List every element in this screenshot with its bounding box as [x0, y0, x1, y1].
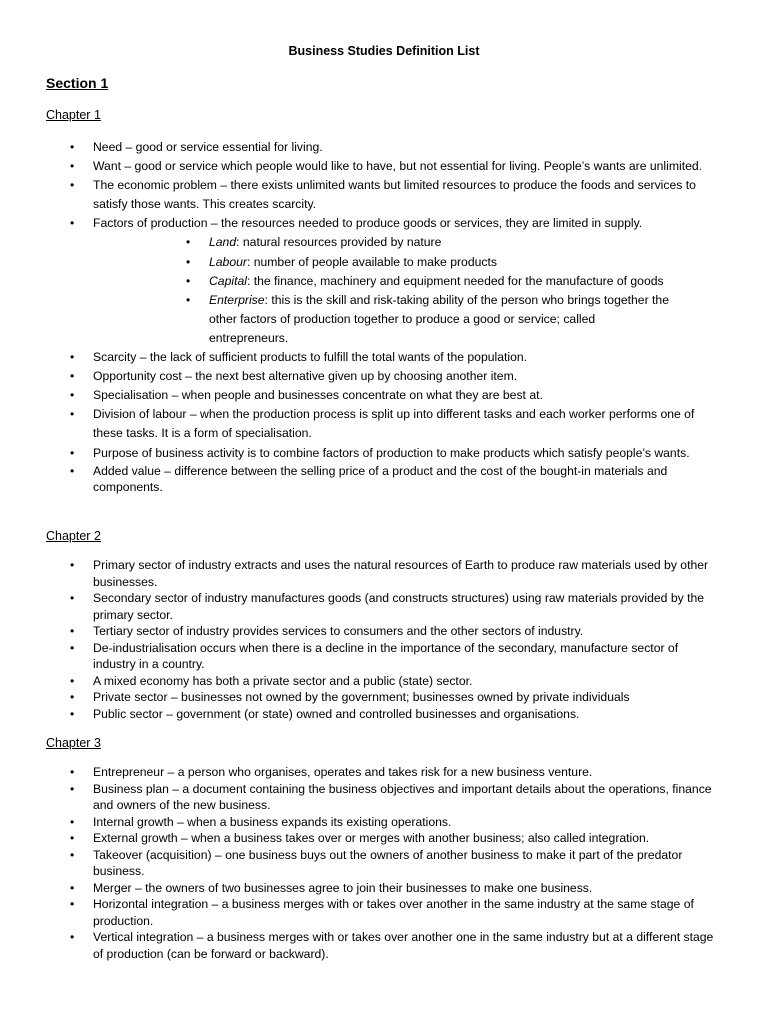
list-item: • Internal growth – when a business expands its existing operations.	[0, 814, 768, 831]
section-heading: Section 1	[46, 75, 109, 91]
list-item: • Secondary sector of industry manufactures goods (and constructs structures) using raw materials provided by the primary sector.	[0, 590, 768, 623]
list-item: • De-industrialisation occurs when there is a decline in the importance of the secondary, manufacture sector of industry in a country.	[0, 640, 768, 673]
list-item: • Vertical integration – a business merges with or takes over another one in the same industry but at a different stage of production (can be forward or backward).	[0, 929, 768, 962]
list-item-text: Factors of production – the resources needed to produce goods or services, they are limited in supply.	[93, 216, 643, 231]
list-item: • Private sector – businesses not owned by the government; businesses owned by private individuals	[0, 689, 768, 706]
list-item: • Entrepreneur – a person who organises, operates and takes risk for a new business venture.	[0, 764, 768, 781]
chapter-1-heading: Chapter 1	[46, 108, 101, 122]
sub-list-item: • Labour: number of people available to make products	[93, 253, 722, 272]
list-item: • Merger – the owners of two businesses agree to join their businesses to make one business.	[0, 880, 768, 897]
list-item: • Division of labour – when the production process is split up into different tasks and each worker performs one of these tasks. It is a form of specialisation.	[0, 405, 768, 443]
list-item: • A mixed economy has both a private sector and a public (state) sector.	[0, 673, 768, 690]
chapter-3-list	[0, 764, 768, 962]
term: Enterprise	[209, 292, 265, 307]
list-item: • Takeover (acquisition) – one business buys out the owners of another business to make it part of the predator business.	[0, 847, 768, 880]
chapter-2-list	[0, 557, 768, 722]
list-item: • Need – good or service essential for living.	[0, 138, 768, 157]
list-item: • Primary sector of industry extracts and uses the natural resources of Earth to produce raw materials used by other businesses.	[0, 557, 768, 590]
term: Labour	[209, 254, 247, 269]
term: Land	[209, 235, 237, 250]
list-item: • Scarcity – the lack of sufficient products to fulfill the total wants of the population.	[0, 348, 768, 367]
list-item: • Added value – difference between the selling price of a product and the cost of the bought-in materials and components.	[0, 463, 768, 496]
list-item: • Opportunity cost – the next best alternative given up by choosing another item.	[0, 367, 768, 386]
list-item: • Purpose of business activity is to combine factors of production to make products which satisfy people’s wants.	[0, 444, 768, 463]
list-item: • Business plan – a document containing the business objectives and important details about the operations, finance and owners of the new business.	[0, 781, 768, 814]
factors-sublist	[93, 233, 722, 348]
list-item: • Specialisation – when people and businesses concentrate on what they are best at.	[0, 386, 768, 405]
list-item: • Tertiary sector of industry provides services to consumers and the other sectors of industry.	[0, 623, 768, 640]
term: Capital	[209, 273, 247, 288]
chapter-2-heading: Chapter 2	[46, 529, 101, 543]
sub-list-item: • Land: natural resources provided by nature	[93, 233, 722, 252]
chapter-1-list	[0, 138, 768, 496]
document-title: Business Studies Definition List	[288, 44, 480, 58]
sub-list-item: • Capital: the finance, machinery and equipment needed for the manufacture of goods	[93, 272, 722, 291]
list-item: • Public sector – government (or state) owned and controlled businesses and organisations.	[0, 706, 768, 723]
list-item: • Horizontal integration – a business merges with or takes over another in the same industry at the same stage of production.	[0, 896, 768, 929]
list-item: • The economic problem – there exists unlimited wants but limited resources to produce the foods and services to satisfy those wants. This creates scarcity.	[0, 176, 768, 214]
sub-list-item: • Enterprise: this is the skill and risk-taking ability of the person who brings together the other factors of production together to produce a good or service; called entrepreneurs.	[93, 291, 722, 348]
chapter-3-heading: Chapter 3	[46, 736, 101, 750]
list-item: • External growth – when a business takes over or merges with another business; also called integration.	[0, 830, 768, 847]
list-item: • Want – good or service which people would like to have, but not essential for living. People’s wants are unlimited.	[0, 157, 768, 176]
list-item	[0, 214, 768, 348]
